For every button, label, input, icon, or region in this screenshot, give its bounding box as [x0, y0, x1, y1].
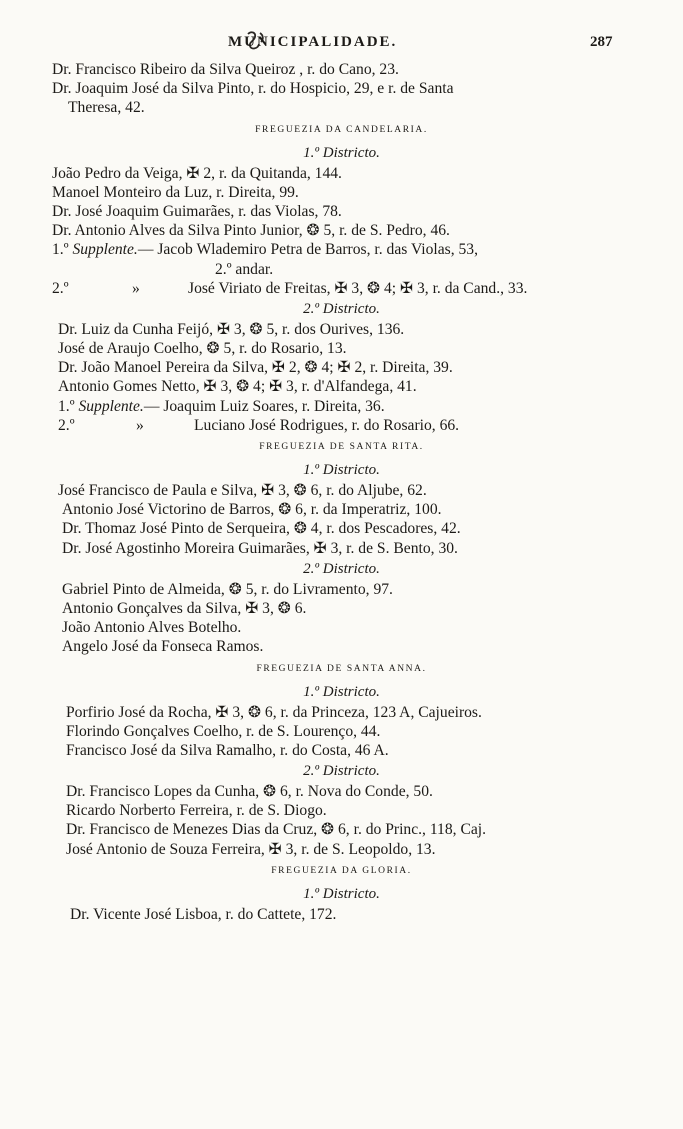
- section-heading-candelaria: FREGUEZIA DA CANDELARIA.: [255, 124, 428, 135]
- list-item: Dr. José Joaquim Guimarães, r. das Violas, 78.: [52, 202, 342, 220]
- list-item: Dr. Francisco Ribeiro da Silva Queiroz , r. do Cano, 23.: [52, 61, 399, 78]
- directory-content: [0, 60, 683, 924]
- list-item: João Pedro da Veiga, ✠ 2, r. da Quitanda, 144.: [52, 164, 342, 182]
- list-item: Porfirio José da Rocha, ✠ 3, ❂ 6, r. da Princeza, 123 A, Cajueiros.: [66, 703, 482, 721]
- list-item: Manoel Monteiro da Luz, r. Direita, 99.: [52, 183, 299, 201]
- district-label: 2.º Districto.: [303, 560, 380, 577]
- page-header: [0, 30, 683, 56]
- district-label: 1.º Districto.: [303, 144, 380, 161]
- page-number: 287: [590, 34, 613, 50]
- section-heading-santa-anna: FREGUEZIA DE SANTA ANNA.: [256, 663, 427, 674]
- supplente-number: 2.º: [52, 279, 69, 297]
- supplente-text: Luciano José Rodrigues, r. do Rosario, 66.: [194, 416, 460, 434]
- section-heading-gloria: FREGUEZIA DA GLORIA.: [271, 865, 412, 876]
- list-item: Francisco José da Silva Ramalho, r. do Costa, 46 A.: [66, 741, 389, 759]
- list-item: Gabriel Pinto de Almeida, ❂ 5, r. do Livramento, 97.: [62, 580, 393, 598]
- district-label: 1.º Districto.: [303, 683, 380, 700]
- list-item: Dr. Thomaz José Pinto de Serqueira, ❂ 4, r. dos Pescadores, 42.: [62, 520, 461, 538]
- supplente-text: José Viriato de Freitas, ✠ 3, ❂ 4; ✠ 3, r. da Cand., 33.: [188, 279, 528, 297]
- district-label: 2.º Districto.: [303, 763, 380, 780]
- list-item: Dr. Antonio Alves da Silva Pinto Junior, ❂ 5, r. de S. Pedro, 46.: [52, 222, 450, 240]
- list-item: Dr. Luiz da Cunha Feijó, ✠ 3, ❂ 5, r. dos Ourives, 136.: [58, 320, 405, 338]
- supplente-number: 1.º: [52, 241, 69, 259]
- supplente-number: 1.º: [58, 397, 75, 415]
- list-item: José Francisco de Paula e Silva, ✠ 3, ❂ 6, r. do Aljube, 62.: [58, 482, 427, 499]
- list-item: José de Araujo Coelho, ❂ 5, r. do Rosario, 13.: [58, 340, 347, 358]
- list-item: Antonio Gomes Netto, ✠ 3, ❂ 4; ✠ 3, r. d'Alfandega, 41.: [58, 378, 417, 396]
- list-item: Dr. João Manoel Pereira da Silva, ✠ 2, ❂ 4; ✠ 2, r. Direita, 39.: [58, 359, 453, 377]
- supplente-number: 2.º: [58, 416, 75, 434]
- supplente-text: — Jacob Wlademiro Petra de Barros, r. das Violas, 53,: [137, 241, 479, 259]
- list-item: José Antonio de Souza Ferreira, ✠ 3, r. de S. Leopoldo, 13.: [66, 840, 436, 858]
- list-item: Angelo José da Fonseca Ramos.: [62, 638, 264, 656]
- list-item: João Antonio Alves Botelho.: [62, 619, 242, 637]
- list-item-continuation: Theresa, 42.: [68, 99, 145, 117]
- list-item: Dr. Francisco Lopes da Cunha, ❂ 6, r. Nova do Conde, 50.: [66, 783, 433, 801]
- list-item: Dr. José Agostinho Moreira Guimarães, ✠ 3, r. de S. Bento, 30.: [62, 539, 458, 557]
- supplente-label: Supplente.: [72, 241, 138, 259]
- ditto-mark: »: [132, 279, 140, 297]
- district-label: 1.º Districto.: [303, 462, 380, 478]
- supplente-entry: [0, 416, 683, 435]
- running-title: MUNICIPALIDADE.: [228, 34, 398, 50]
- section-heading-santa-rita: FREGUEZIA DE SANTA RITA.: [259, 442, 424, 452]
- district-label: 2.º Districto.: [303, 300, 380, 317]
- list-item: Dr. Vicente José Lisboa, r. do Cattete, 172.: [70, 905, 337, 923]
- district-label: 1.º Districto.: [303, 885, 380, 902]
- list-item: Antonio José Victorino de Barros, ❂ 6, r. da Imperatriz, 100.: [62, 501, 442, 519]
- supplente-entry: [0, 397, 683, 416]
- list-item: Antonio Gonçalves da Silva, ✠ 3, ❂ 6.: [62, 599, 307, 617]
- supplente-entry: [0, 240, 683, 259]
- supplente-entry: [0, 279, 683, 298]
- supplente-label: Supplente.: [78, 397, 144, 415]
- list-item: Florindo Gonçalves Coelho, r. de S. Lourenço, 44.: [66, 722, 381, 740]
- list-item: Dr. Francisco de Menezes Dias da Cruz, ❂ 6, r. do Princ., 118, Caj.: [66, 821, 487, 839]
- list-item-continuation: 2.º andar.: [215, 260, 274, 278]
- list-item: Ricardo Norberto Ferreira, r. de S. Diogo.: [66, 802, 327, 820]
- list-item: Dr. Joaquim José da Silva Pinto, r. do Hospicio, 29, e r. de Santa: [52, 80, 454, 98]
- supplente-text: — Joaquim Luiz Soares, r. Direita, 36.: [143, 397, 385, 415]
- ditto-mark: »: [136, 416, 144, 434]
